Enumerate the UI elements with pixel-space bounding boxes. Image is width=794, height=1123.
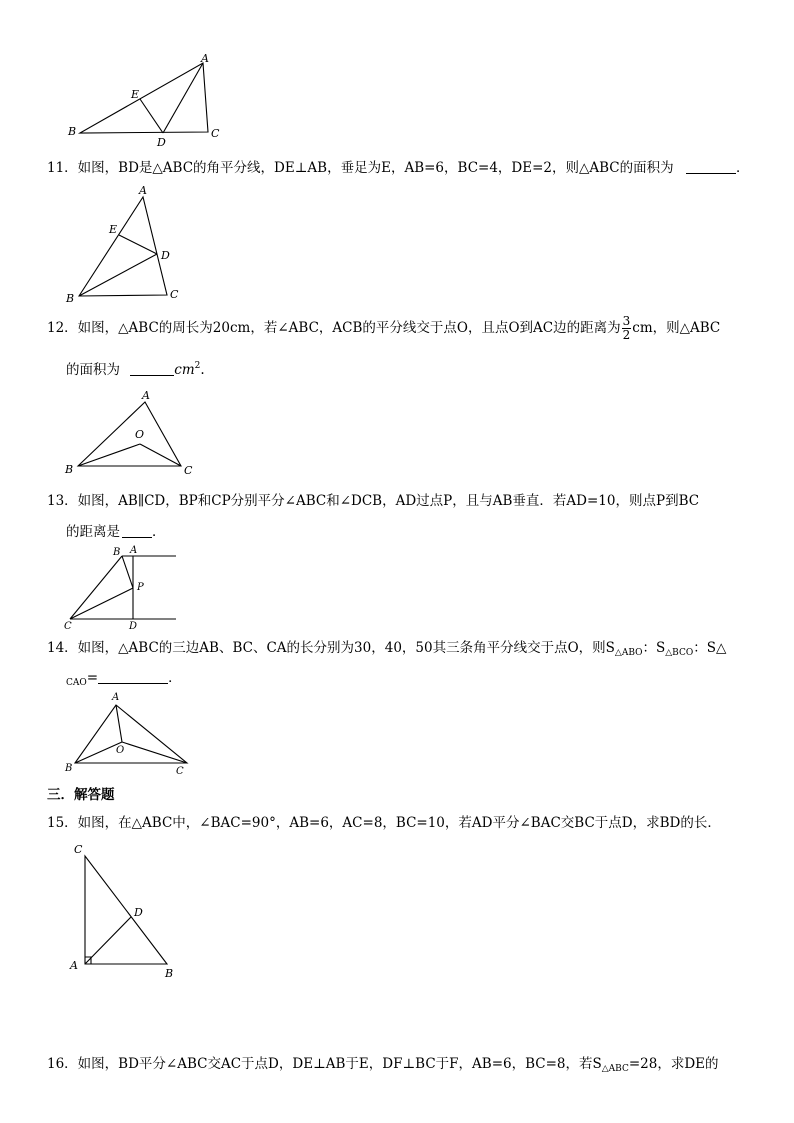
- q12-unit-sup: 2: [194, 361, 201, 371]
- q11-label-b: B: [66, 292, 75, 305]
- q14-end: ．: [168, 670, 182, 686]
- q14-line2-sub: CAO: [66, 678, 87, 688]
- fig10-label-d: D: [157, 136, 166, 149]
- q15-label-c: C: [74, 843, 83, 856]
- segment-ad: [85, 917, 131, 964]
- q13-label-b: B: [113, 547, 121, 558]
- q12-label-c: C: [184, 464, 193, 477]
- q11-end: ．: [735, 160, 750, 176]
- q12-line2-end: .: [200, 362, 205, 378]
- q13-label-a: A: [130, 545, 138, 556]
- q14-label-o: O: [116, 745, 125, 756]
- q14-sub2: △BCO: [665, 648, 694, 658]
- q11-text: 11．如图，BD是△ABC的角平分线，DE⊥AB，垂足为E，AB=6，BC=4，DE=2，则△ABC的面积为: [47, 160, 674, 176]
- q11-label-d: D: [161, 249, 170, 262]
- q14-sep1: ：S: [642, 640, 666, 656]
- fig10-label-c: C: [211, 127, 220, 140]
- q11-label-e: E: [109, 223, 118, 236]
- q14-sep2: ：S△: [693, 640, 727, 656]
- triangle-abc: [85, 856, 167, 964]
- q15-label-b: B: [165, 967, 174, 980]
- fig10-label-b: B: [68, 125, 77, 138]
- q12-frac-den: 2: [622, 328, 631, 342]
- q11-label-c: C: [170, 288, 179, 301]
- q12-label-b: B: [65, 463, 74, 476]
- q12-unit: cm: [174, 362, 195, 378]
- q12-line2-a: 的面积为: [66, 362, 120, 378]
- q16-sub: △ABC: [601, 1064, 629, 1074]
- fig10-label-e: E: [131, 88, 140, 101]
- q13-end: ．: [152, 524, 166, 540]
- q13-label-d: D: [129, 621, 138, 632]
- q14-sub1: △ABO: [614, 648, 643, 658]
- q16-text-b: =28，求DE的: [628, 1056, 719, 1072]
- q12-text-a: 12．如图，△ABC的周长为20cm，若∠ABC，ACB的平分线交于点O，且点O到AC边的距离为: [47, 320, 621, 336]
- q13-label-c: C: [64, 621, 72, 632]
- q14-line2-eq: =: [86, 670, 99, 686]
- question-16: [47, 1054, 757, 1079]
- section-title-solutions: 三．解答题: [47, 787, 115, 803]
- q15-label-d: D: [134, 906, 143, 919]
- q16-text-a: 16．如图，BD平分∠ABC交AC于点D，DE⊥AB于E，DF⊥BC于F，AB=6，BC=8，若S: [47, 1056, 602, 1072]
- q14-label-a: A: [112, 692, 120, 703]
- q12-label-a: A: [142, 389, 150, 402]
- q15-text: 15．如图，在△ABC中，∠BAC=90°，AB=6，AC=8，BC=10，若AD平分∠BAC交BC于点D，求BD的长．: [47, 815, 721, 831]
- fig10-label-a: A: [201, 52, 209, 65]
- q11-label-a: A: [139, 184, 147, 197]
- q12-text-b: cm，则△ABC: [632, 320, 721, 336]
- q12-frac-num: 3: [622, 314, 631, 328]
- q13-label-p: P: [137, 582, 144, 593]
- q15-label-a: A: [70, 959, 78, 972]
- q14-text: 14．如图，△ABC的三边AB、BC、CA的长分别为30，40，50其三条角平分线交于点O，则S: [47, 640, 615, 656]
- q14-label-b: B: [65, 763, 73, 774]
- q14-label-c: C: [176, 766, 184, 777]
- q13-text: 13．如图，AB∥CD，BP和CP分别平分∠ABC和∠DCB，AD过点P，且与AB垂直．若AD=10，则点P到BC: [47, 493, 700, 509]
- q13-line2: 的距离是: [66, 524, 120, 540]
- q12-label-o: O: [135, 428, 145, 441]
